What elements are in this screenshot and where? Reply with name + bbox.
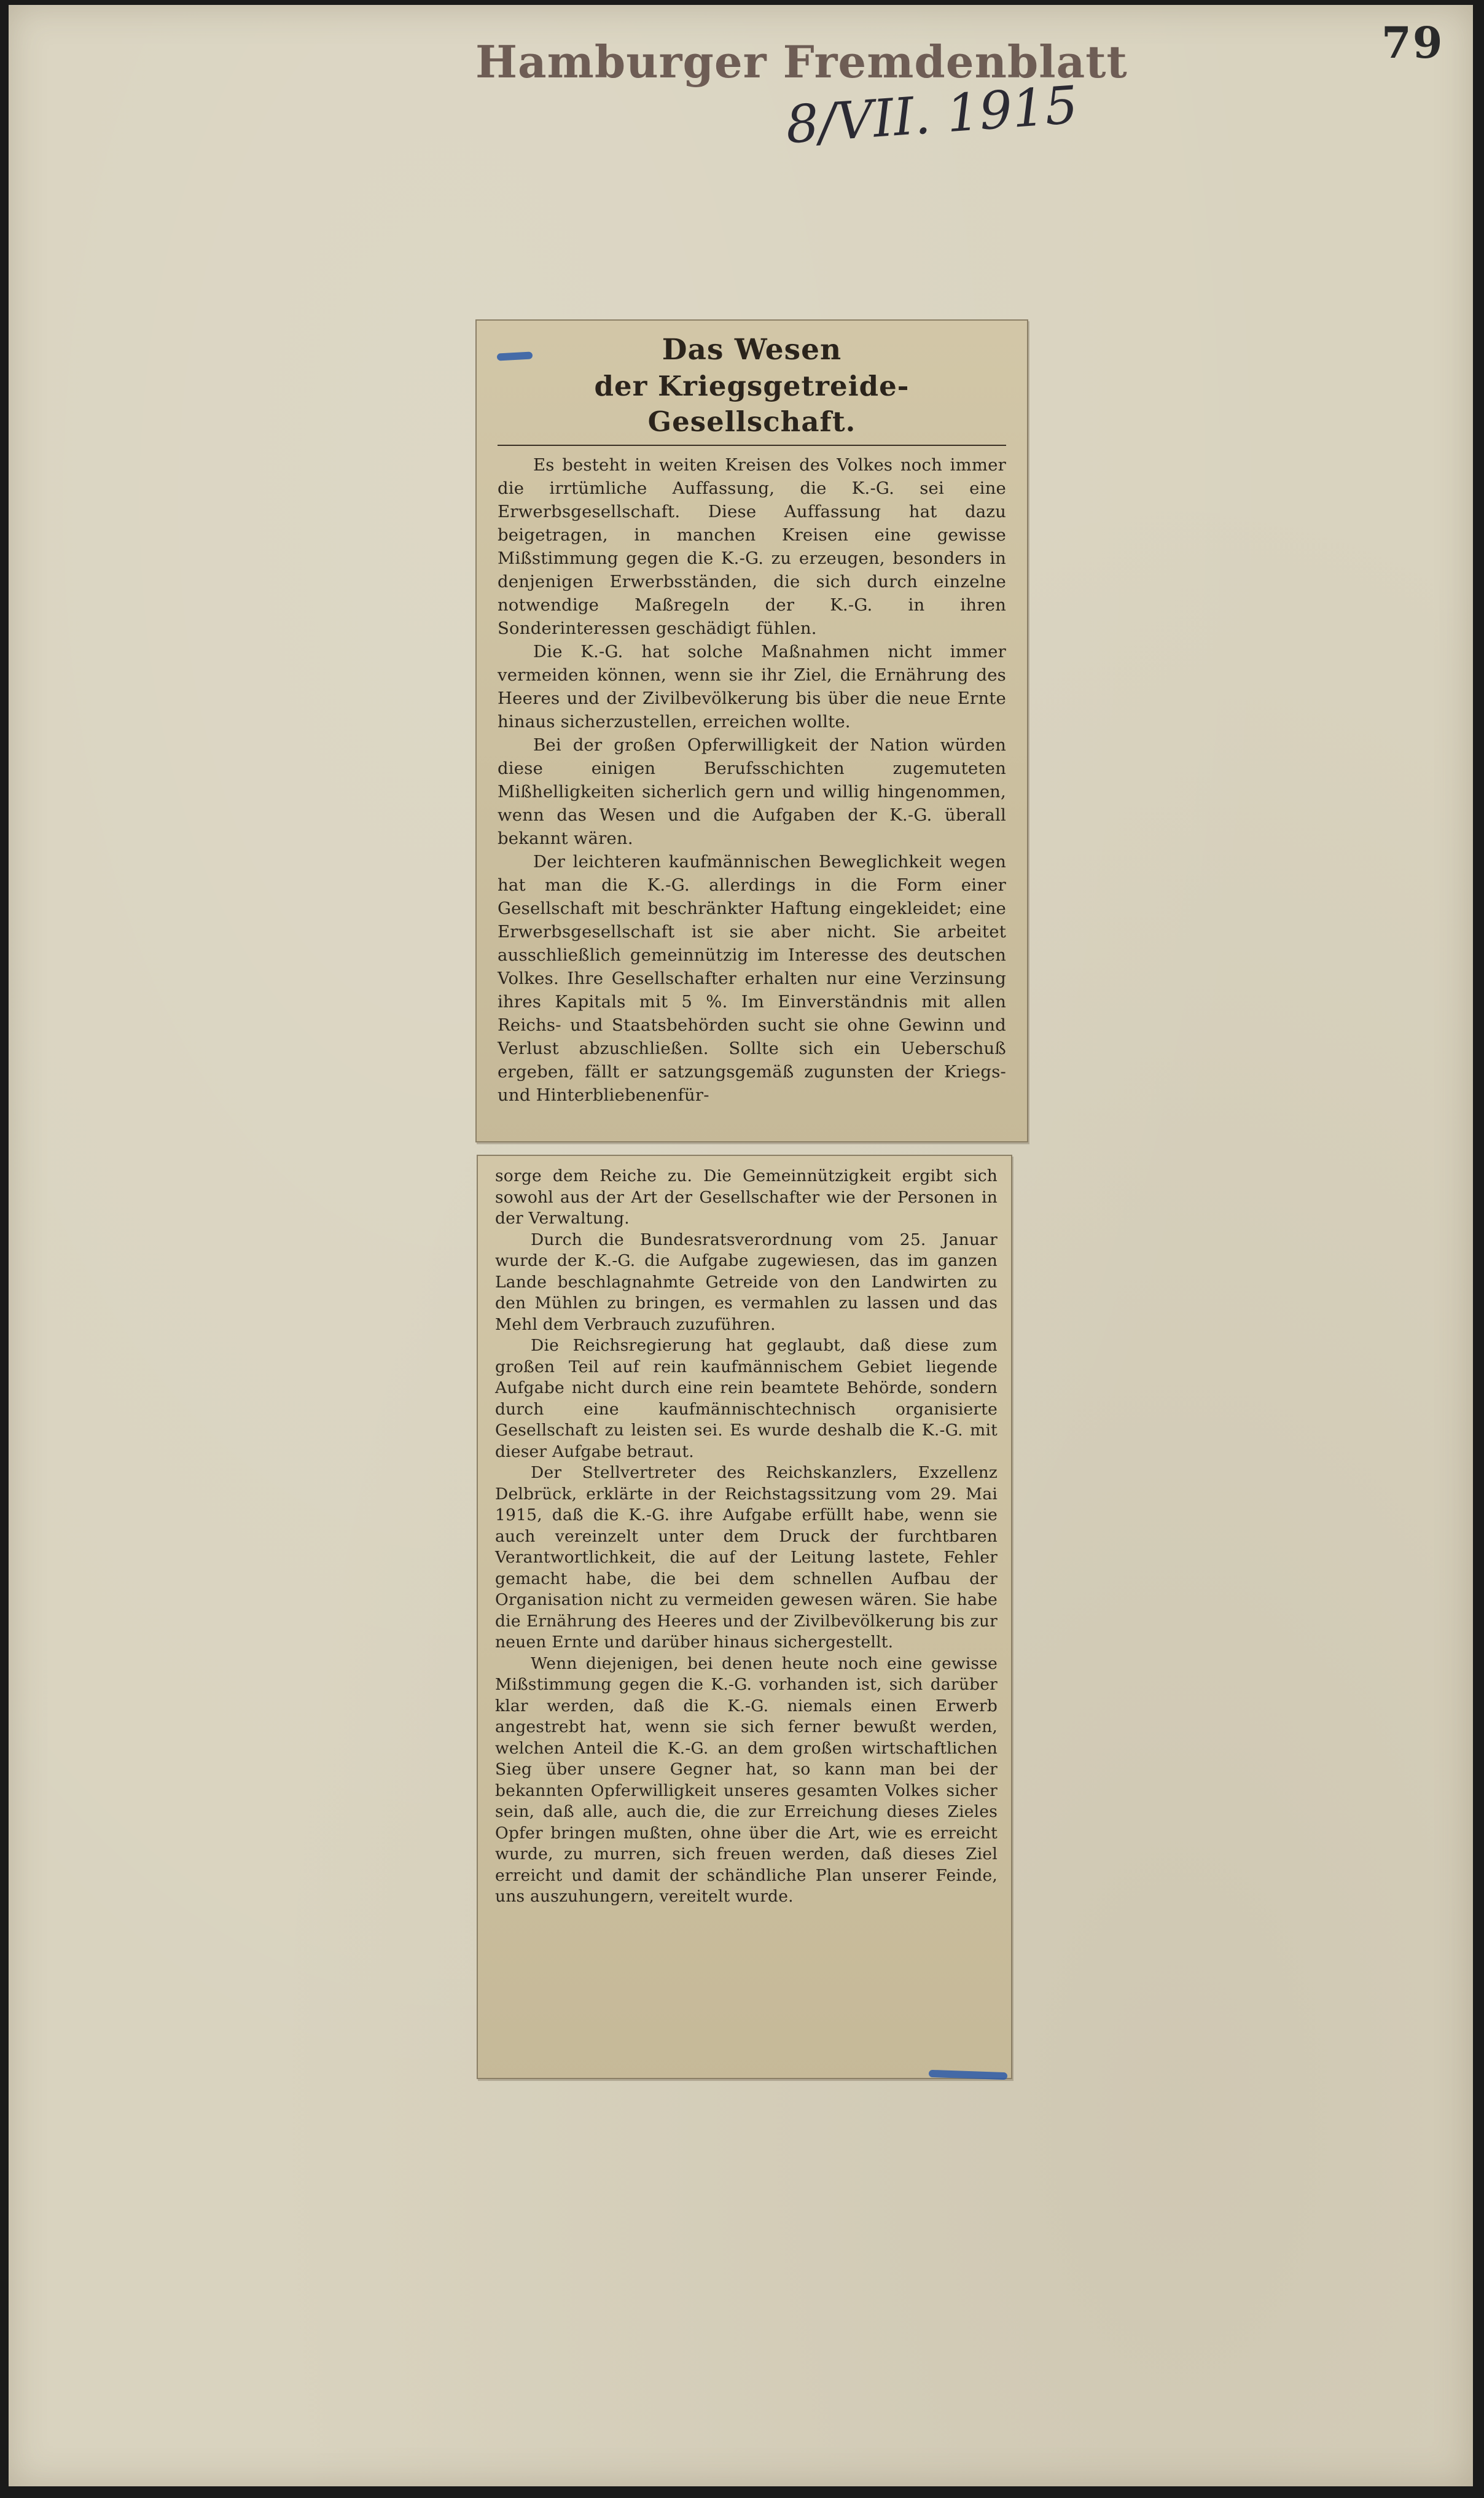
clipping-part-1 bbox=[475, 319, 1028, 1142]
paragraph: Der Stellvertreter des Reichskanzlers, Exzellenz Delbrück, erklärte in der Reichstagssitzung vom 29. Mai 1915, daß die K.-G. ihre Aufgabe erfüllt habe, wenn sie auch vereinzelt unter dem Druck der furchtbaren Verantwortlichkeit, die auf der Leitung lastete, Fehler gemacht habe, die bei dem schnellen Aufbau der Organisation nicht zu vermeiden gewesen wären. Sie habe die Ernährung des Heeres und der Zivilbevölkerung bis zur neuen Ernte und darüber hinaus sichergestellt. bbox=[495, 1463, 998, 1652]
clipping-part-2 bbox=[477, 1155, 1012, 2079]
article-title: Das Wesen bbox=[662, 333, 842, 367]
newspaper-stamp: Hamburger Fremdenblatt bbox=[475, 36, 1128, 88]
paragraph: sorge dem Reiche zu. Die Gemeinnützigkeit ergibt sich sowohl aus der Art der Gesellschafter wie der Personen in der Verwaltung. bbox=[495, 1166, 998, 1228]
handwritten-date: 8/VII. 1915 bbox=[784, 74, 1080, 155]
paragraph: Es besteht in weiten Kreisen des Volkes noch immer die irrtümliche Auffassung, die K.-G. sei eine Erwerbsgesellschaft. Diese Auffassung hat dazu beigetragen, in manchen Kreisen eine gewisse Mißstimmung gegen die K.-G. zu erzeugen, besonders in denjenigen Erwerbsständen, die sich durch einzelne notwendige Maßregeln der K.-G. in ihren Sonderinteressen geschädigt fühlen. bbox=[498, 455, 1006, 638]
article-subtitle: der Kriegsgetreide-Gesellschaft. bbox=[594, 370, 910, 438]
paragraph: Bei der großen Opferwilligkeit der Nation würden diese einigen Berufsschichten zugemuteten Mißhelligkeiten sicherlich gern und willig hingenommen, wenn das Wesen und die Aufgaben der K.-G. überall bekannt wären. bbox=[498, 735, 1006, 848]
page-number: 79 bbox=[1381, 17, 1444, 68]
paragraph: Durch die Bundesratsverordnung vom 25. Januar wurde der K.-G. die Aufgabe zugewiesen, das im ganzen Lande beschlagnahmte Getreide von den Landwirten zu den Mühlen zu bringen, es vermahlen zu lassen und das Mehl dem Verbrauch zuzuführen. bbox=[495, 1230, 998, 1334]
title-rule bbox=[498, 445, 1006, 446]
archive-sheet bbox=[9, 5, 1473, 2486]
paragraph: Die K.-G. hat solche Maßnahmen nicht immer vermeiden können, wenn sie ihr Ziel, die Ernährung des Heeres und der Zivilbevölkerung bis über die neue Ernte hinaus sicherzustellen, erreichen wollte. bbox=[498, 642, 1006, 732]
paragraph: Die Reichsregierung hat geglaubt, daß diese zum großen Teil auf rein kaufmännischem Gebiet liegende Aufgabe nicht durch eine rein beamtete Behörde, sondern durch eine kaufmännischtechnisch organisierte Gesellschaft zu leisten sei. Es wurde deshalb die K.-G. mit dieser Aufgabe betraut. bbox=[495, 1336, 998, 1461]
paragraph: Wenn diejenigen, bei denen heute noch eine gewisse Mißstimmung gegen die K.-G. vorhanden ist, sich darüber klar werden, daß die K.-G. niemals einen Erwerb angestrebt hat, wenn sie sich ferner bewußt werden, welchen Anteil die K.-G. an dem großen wirtschaftlichen Sieg über unsere Gegner hat, so kann man bei der bekannten Opferwilligkeit unseres gesamten Volkes sicher sein, daß alle, auch die, die zur Erreichung dieses Zieles Opfer bringen mußten, ohne über die Art, wie es erreicht wurde, zu murren, sich freuen werden, daß dieses Ziel erreicht und damit der schändliche Plan unserer Feinde, uns auszuhungern, vereitelt wurde. bbox=[495, 1653, 998, 1906]
paragraph: Der leichteren kaufmännischen Beweglichkeit wegen hat man die K.-G. allerdings in die Form einer Gesellschaft mit beschränkter Haftung eingekleidet; eine Erwerbsgesellschaft ist sie aber nicht. Sie arbeitet ausschließlich gemeinnützig im Interesse des deutschen Volkes. Ihre Gesellschafter erhalten nur eine Verzinsung ihres Kapitals mit 5 %. Im Einverständnis mit allen Reichs- und Staatsbehörden sucht sie ohne Gewinn und Verlust abzuschließen. Sollte sich ein Ueberschuß ergeben, fällt er satzungsgemäß zugunsten der Kriegs- und Hinterbliebenenfür- bbox=[498, 852, 1006, 1105]
